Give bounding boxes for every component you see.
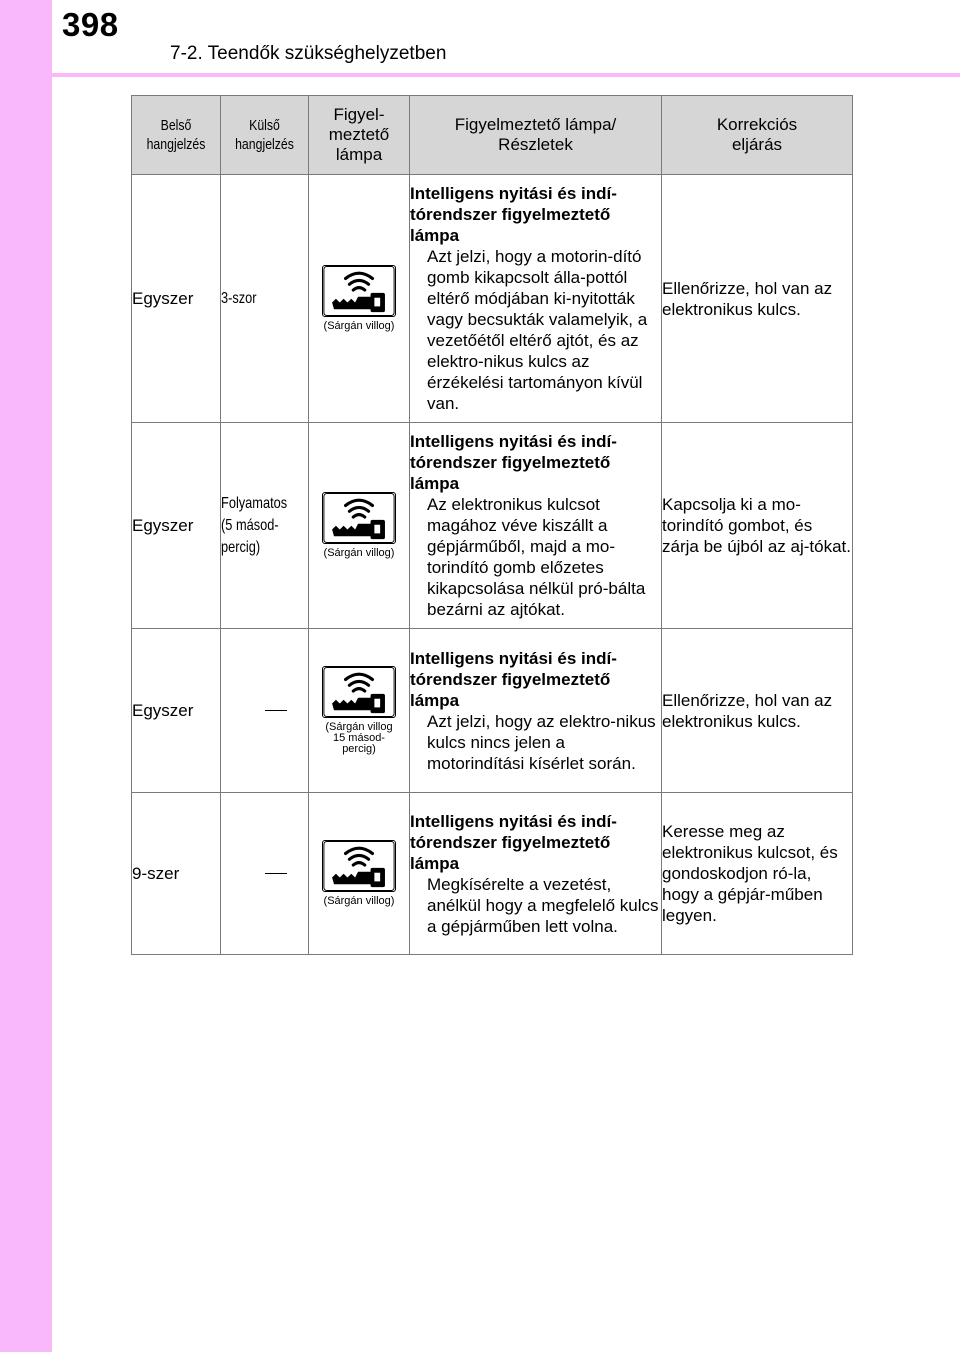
lamp-description: Azt jelzi, hogy a motorin-dító gomb kikapcsolt álla-pottól eltérő módjában ki-nyitották vagy becsukták valamelyik, a vezetőétől eltérő ajtót, és az elektro-nikus kulcs az érzékelési tartományon kívül van. bbox=[427, 247, 648, 413]
internal-buzzer-cell: 9-szer bbox=[132, 793, 221, 955]
col-header-internal-buzzer: Belső hangjelzés bbox=[132, 96, 221, 175]
corrective-action-cell: Ellenőrizze, hol van az elektronikus kulcs. bbox=[662, 629, 853, 793]
no-sound-dash bbox=[265, 710, 287, 711]
internal-buzzer-cell: Egyszer bbox=[132, 175, 221, 423]
col-header-corrective-action: Korrekciós eljárás bbox=[662, 96, 853, 175]
lamp-caption: (Sárgán villog) bbox=[323, 320, 395, 332]
corrective-action-cell: Keresse meg az elektronikus kulcsot, és gondoskodjon ró-la, hogy a gépjár-műben legyen. bbox=[662, 793, 853, 955]
internal-buzzer-cell: Egyszer bbox=[132, 423, 221, 629]
lamp-description: Megkísérelte a vezetést, anélkül hogy a megfelelő kulcs a gépjárműben lett volna. bbox=[427, 874, 659, 936]
warning-light-cell bbox=[309, 629, 410, 793]
smart-key-warning-icon bbox=[322, 666, 396, 718]
lamp-name: Intelligens nyitási és indí-tórendszer figyelmeztető lámpa bbox=[410, 432, 617, 493]
table-row bbox=[132, 423, 853, 629]
col-header-warning-light: Figyel- meztető lámpa bbox=[309, 96, 410, 175]
header-rule bbox=[52, 73, 960, 77]
smart-key-warning-icon bbox=[322, 840, 396, 892]
table-row bbox=[132, 793, 853, 955]
warning-light-cell bbox=[309, 793, 410, 955]
external-buzzer-cell bbox=[221, 175, 309, 423]
smart-key-warning-icon bbox=[322, 492, 396, 544]
chapter-side-tab bbox=[0, 0, 52, 1352]
section-title: 7-2. Teendők szükséghelyzetben bbox=[170, 43, 447, 64]
details-cell bbox=[410, 793, 662, 955]
external-buzzer-cell bbox=[221, 629, 309, 793]
col-header-details: Figyelmeztető lámpa/ Részletek bbox=[410, 96, 662, 175]
table-row bbox=[132, 175, 853, 423]
lamp-caption: (Sárgán villog) bbox=[323, 547, 395, 559]
external-buzzer-cell bbox=[221, 423, 309, 629]
table-header-row bbox=[132, 96, 853, 175]
external-buzzer-cell bbox=[221, 793, 309, 955]
warning-light-cell bbox=[309, 175, 410, 423]
details-cell bbox=[410, 423, 662, 629]
lamp-name: Intelligens nyitási és indí-tórendszer figyelmeztető lámpa bbox=[410, 811, 617, 873]
col-header-external-buzzer: Külső hangjelzés bbox=[221, 96, 309, 175]
lamp-name: Intelligens nyitási és indí-tórendszer figyelmeztető lámpa bbox=[410, 648, 617, 710]
external-buzzer-text: Folyamatos (5 másod- percig) bbox=[221, 494, 288, 556]
no-sound-dash bbox=[265, 873, 287, 874]
lamp-caption: (Sárgán villog 15 másod- percig) bbox=[325, 721, 393, 755]
warning-table bbox=[131, 95, 853, 955]
smart-key-warning-icon bbox=[322, 265, 396, 317]
warning-light-cell bbox=[309, 423, 410, 629]
lamp-caption: (Sárgán villog) bbox=[323, 895, 395, 907]
external-buzzer-text: 3-szor bbox=[221, 289, 257, 307]
corrective-action-cell: Kapcsolja ki a mo-torindító gombot, és zárja be újból az aj-tókat. bbox=[662, 423, 853, 629]
details-cell bbox=[410, 629, 662, 793]
lamp-name: Intelligens nyitási és indí-tórendszer figyelmeztető lámpa bbox=[410, 184, 617, 245]
lamp-description: Az elektronikus kulcsot magához véve kiszállt a gépjárműből, majd a mo-torindító gomb előzetes kikapcsolása nélkül pró-bálta bezárni az ajtókat. bbox=[427, 495, 646, 619]
table-row bbox=[132, 629, 853, 793]
corrective-action-cell: Ellenőrizze, hol van az elektronikus kulcs. bbox=[662, 175, 853, 423]
lamp-description: Azt jelzi, hogy az elektro-nikus kulcs nincs jelen a motorindítási kísérlet során. bbox=[427, 711, 656, 773]
details-cell bbox=[410, 175, 662, 423]
internal-buzzer-cell: Egyszer bbox=[132, 629, 221, 793]
page-number: 398 bbox=[62, 6, 119, 43]
